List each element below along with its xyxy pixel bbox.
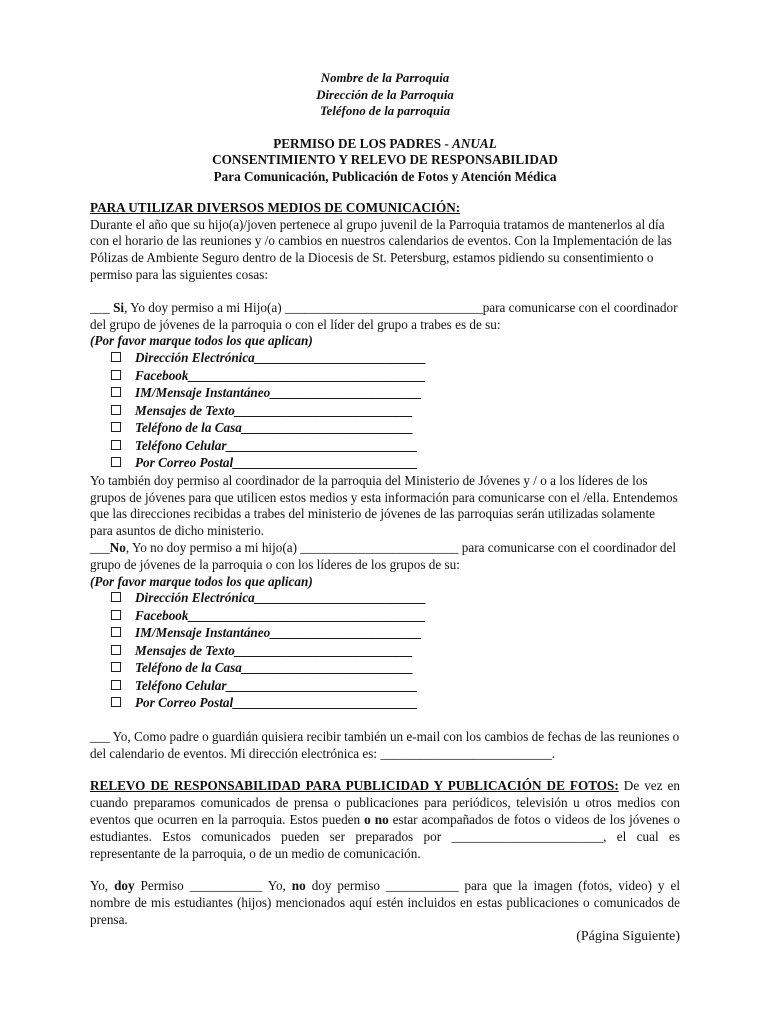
- photo-section-heading: RELEVO DE RESPONSABILIDAD PARA PUBLICIDAD Y PUBLICACIÓN DE FOTOS:: [90, 778, 619, 794]
- list-item[interactable]: [111, 608, 680, 626]
- no-word: No: [109, 539, 126, 555]
- list-item[interactable]: [111, 455, 680, 473]
- form-title-block: [90, 136, 680, 186]
- form-purpose: Para Comunicación, Publicación de Fotos y Atención Médica: [213, 169, 557, 185]
- list-item-label: Dirección Electrónica__________________________: [135, 350, 427, 366]
- list-item-label: Dirección Electrónica__________________________: [135, 590, 427, 606]
- list-item-label: Facebook____________________________________: [135, 367, 426, 383]
- checkbox[interactable]: [111, 627, 121, 637]
- media-section: [90, 200, 680, 763]
- list-item-label: Mensajes de Texto___________________________: [135, 642, 413, 658]
- permit-no: no: [291, 878, 306, 894]
- photo-text-a: De vez en cuando preparamos comunicados de prensa o publicaciones para periódicos, televisión u otros medios con eventos que ocurren en la parroquia. Estos pueden: [90, 778, 680, 828]
- list-item-label: Facebook____________________________________: [135, 607, 426, 623]
- next-page-label: (Página Siguiente): [576, 928, 680, 944]
- list-item-label: Teléfono de la Casa__________________________: [135, 660, 414, 676]
- parish-phone: Teléfono de la parroquia: [320, 104, 450, 118]
- form-subtitle: CONSENTIMIENTO Y RELEVO DE RESPONSABILIDAD: [212, 152, 558, 168]
- media-intro: Durante el año que su hijo(a)/joven pertenece al grupo juvenil de la Parroquia tratamos de mantenerlos al día con el horario de las reuniones y /o cambios en nuestros calendarios de eventos. Con la Implementación de las Pólizas de Ambiente Seguro dentro de la Diocesis de St. Petersburg, estamos pidiendo su consentimiento o permiso para las siguientes cosas:: [90, 216, 672, 283]
- list-item[interactable]: [111, 643, 680, 661]
- parish-name: Nombre de la Parroquia: [320, 71, 450, 85]
- no-permission: [90, 540, 680, 574]
- permit-a: Yo,: [90, 878, 115, 894]
- checkbox[interactable]: [111, 592, 121, 602]
- mark-all-note: (Por favor marque todos los que aplican): [90, 333, 313, 349]
- permit-c: doy permiso ___________ para que la imagen (fotos, video) y el nombre de mis estudiantes (hijos) mencionados aquí estén incluidos en estas publicaciones o comunicados de prensa.: [90, 878, 681, 928]
- no-media-list: [90, 590, 680, 713]
- yes-media-list: [90, 350, 680, 473]
- media-section-heading: PARA UTILIZAR DIVERSOS MEDIOS DE COMUNICACIÓN:: [90, 199, 461, 215]
- list-item-label: Teléfono Celular_____________________________: [135, 437, 418, 453]
- also-permit-text: Yo también doy permiso al coordinador de la parroquia del Ministerio de Jóvenes y / o a los líderes de los grupos de jóvenes para que utilicen estos medios y esta información para comunicarse con el /ella. Entendemos que las direcciones recibidas a trabes del ministerio de jóvenes de las parroquias serán utilizadas solamente para asuntos de dicho ministerio.: [90, 472, 678, 539]
- no-blank[interactable]: ___: [90, 539, 110, 555]
- parish-address: Dirección de la Parroquia: [316, 87, 454, 102]
- list-item[interactable]: [111, 625, 680, 643]
- list-item[interactable]: [111, 350, 680, 368]
- checkbox[interactable]: [111, 662, 121, 672]
- checkbox[interactable]: [111, 457, 121, 467]
- photo-text-b: estar acompañados de fotos o videos de los jóvenes o estudiantes. Estos comunicados pueden ser preparados por _______________________, el cual es representante de la parroquia, o de un medio de comunicación.: [90, 812, 680, 861]
- yes-blank[interactable]: ___: [90, 299, 114, 315]
- email-request: ___ Yo, Como padre o guardián quisiera recibir también un e-mail con los cambios de fechas de las reuniones o del calendario de eventos. Mi dirección electrónica es: __________________________.: [90, 728, 680, 761]
- photo-section: [90, 778, 680, 928]
- list-item-label: IM/Mensaje Instantáneo_______________________: [135, 385, 422, 401]
- list-item[interactable]: [111, 385, 680, 403]
- checkbox[interactable]: [111, 422, 121, 432]
- form-title: [90, 136, 680, 153]
- list-item[interactable]: [111, 403, 680, 421]
- checkbox[interactable]: [111, 352, 121, 362]
- yes-text: , Yo doy permiso a mi Hijo(a) ______________________________para comunicarse con el coordinador del grupo de jóvenes de la parroquia o con el líder del grupo a trabes es de su:: [90, 299, 678, 332]
- list-item-label: Teléfono de la Casa__________________________: [135, 420, 414, 436]
- list-item-label: Por Correo Postal____________________________: [135, 455, 418, 471]
- permit-doy: doy: [114, 878, 135, 894]
- list-item[interactable]: [111, 368, 680, 386]
- list-item[interactable]: [111, 660, 680, 678]
- title-annual: ANUAL: [452, 135, 497, 151]
- list-item-label: Por Correo Postal____________________________: [135, 695, 418, 711]
- list-item[interactable]: [111, 695, 680, 713]
- checkbox[interactable]: [111, 610, 121, 620]
- list-item-label: Mensajes de Texto___________________________: [135, 402, 413, 418]
- yes-permission: [90, 300, 680, 334]
- list-item-label: Teléfono Celular_____________________________: [135, 677, 418, 693]
- yes-word: Si: [113, 299, 125, 315]
- title-main: PERMISO DE LOS PADRES -: [273, 135, 453, 151]
- permit-b: Permiso ___________ Yo,: [134, 878, 292, 894]
- photo-permission: [90, 878, 680, 928]
- checkbox[interactable]: [111, 697, 121, 707]
- checkbox[interactable]: [111, 440, 121, 450]
- checkbox[interactable]: [111, 405, 121, 415]
- list-item[interactable]: [111, 590, 680, 608]
- parish-header: [90, 70, 680, 120]
- checkbox[interactable]: [111, 680, 121, 690]
- photo-release-text: [90, 778, 680, 862]
- list-item[interactable]: [111, 438, 680, 456]
- list-item-label: IM/Mensaje Instantáneo_______________________: [135, 625, 422, 641]
- list-item[interactable]: [111, 678, 680, 696]
- no-text: , Yo no doy permiso a mi hijo(a) ________________________ para comunicarse con el coordinador del grupo de jóvenes de la parroquia o con los líderes de los grupos de su:: [90, 539, 677, 572]
- list-item[interactable]: [111, 420, 680, 438]
- consent-form-page: [90, 70, 680, 946]
- checkbox[interactable]: [111, 645, 121, 655]
- mark-all-note: (Por favor marque todos los que aplican): [90, 573, 313, 589]
- photo-text-bold: o no: [364, 812, 389, 828]
- checkbox[interactable]: [111, 387, 121, 397]
- checkbox[interactable]: [111, 370, 121, 380]
